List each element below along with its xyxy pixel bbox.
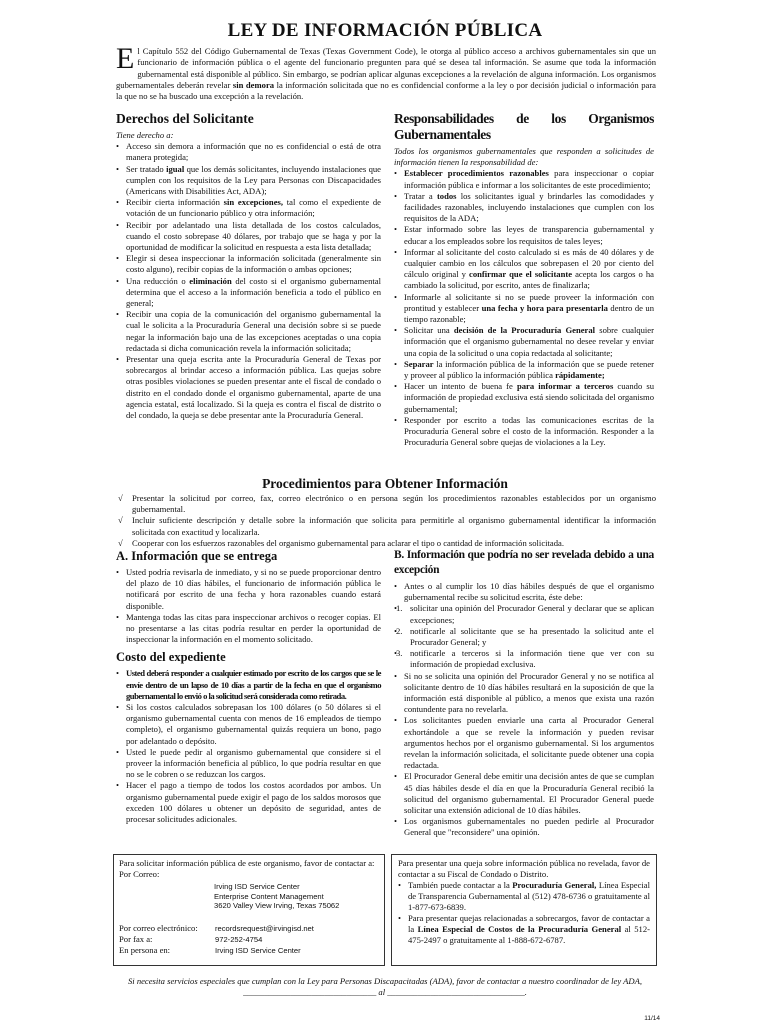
- list-item: • Hacer un intento de buena fe para informar a terceros cuando su información de propiedad exclusiva está siendo solicitada del organismo gubernamental;: [394, 381, 654, 415]
- list-item: • Usted deberá responder a cualquier estimado por escrito de los cargos que se le envíe dentro de un lapso de 10 días a partir de la fecha en que el organismo gubernamental lo envió o la solicitud será considerada como retirada.: [116, 668, 381, 702]
- address-line: 3620 Valley View Irving, Texas 75062: [214, 901, 340, 910]
- list-item: • Informarle al solicitante si no se puede proveer la información con prontitud y establecer una fecha y hora para presentarla dentro de un tiempo razonable;: [394, 292, 654, 326]
- list-item: • Antes o al cumplir los 10 días hábiles después de que el organismo gubernamental recibe su solicitud escrita, éste debe: • 1. solicitar una opinión del Procurador General y declarar que se aplican excepciones; • 2. notificarle al solicitante que se ha presentado la solicitud ante el Procurador General; y • 3. notificarle a terceros si la información tiene que ver con su información de propiedad exclusiva.: [394, 581, 654, 671]
- sub-list-item: • 1. solicitar una opinión del Procurador General y declarar que se aplican excepciones;: [394, 603, 654, 625]
- list-item: • Si no se solicita una opinión del Procurador General y no se notifica al solicitante dentro de 10 días hábiles resultará en la suposición de que la información está disponible al público, a menos que exista una razón contundente para no revelarla.: [394, 671, 654, 716]
- list-item: • Solicitar una decisión de la Procuraduría General sobre cualquier información que el organismo gubernamental no desee revelar y enviar una copia de la solicitud o una copia redactada al solicitante;: [394, 325, 654, 359]
- list-item: √ Incluir suficiente descripción y detalle sobre la información que solicita para permitirle al organismo gubernamental identificar la información solicitada con exactitud y localizarla.: [116, 515, 656, 537]
- list-item: • Una reducción o eliminación del costo si el organismo gubernamental determina que el acceso a la información beneficia a todo el público en general;: [116, 276, 381, 310]
- list-item: • Hacer el pago a tiempo de todos los costos acordados por ambos. Un organismo gubernamental puede exigir el pago de los saldos morosos que exceden 100 dólares u obtener un depósito de seguridad, antes de procesar solicitudes adicionales.: [116, 780, 381, 825]
- responsibilities-subheading: Todos los organismos gubernamentales que responden a solicitudes de información tienen la responsabilidad de:: [394, 146, 654, 168]
- section-a-list: [116, 567, 381, 645]
- rights-section: [116, 111, 381, 421]
- list-item: • Recibir una copia de la comunicación del organismo gubernamental la cual le solicita a la Procuraduría General una decisión sobre si se puede negar la información bajo una de las excepciones aceptadas o una copia redactada si dicha comunicación revela la información solicitada;: [116, 309, 381, 354]
- contact-box: [113, 854, 385, 966]
- list-item: • Usted le puede pedir al organismo gubernamental que considere si el proveer la información beneficia al público, lo que podría resultar en que no se le cobren o se reduzcan los cargos.: [116, 747, 381, 781]
- person-row: [119, 945, 381, 956]
- responsibilities-section: [394, 111, 654, 448]
- section-a: [116, 548, 381, 825]
- list-item: • Recibir cierta información sin excepciones, tal como el expediente de votación de un funcionario público y otra información;: [116, 197, 381, 219]
- procedures-section: [116, 493, 656, 549]
- fax-value: 972-252-4754: [215, 935, 263, 944]
- list-item: √ Presentar la solicitud por correo, fax, correo electrónico o en persona según los procedimientos razonables establecidos por un organismo gubernamental.: [116, 493, 656, 515]
- list-item: • Usted podría revisarla de inmediato, y si no se puede proporcionar dentro del plazo de 10 días hábiles, el funcionario de información pública le notificará por escrito de una fecha y hora razonables cuando estará disponible.: [116, 567, 381, 612]
- list-item: • Para presentar quejas relacionadas a sobrecargos, favor de contactar a la Línea Especial de Costos de la Procuraduría General al 512-475-2497 o gratuitamente al 1-888-672-6787.: [398, 913, 650, 946]
- sub-list-item: • 2. notificarle al solicitante que se ha presentado la solicitud ante el Procurador General; y: [394, 626, 654, 648]
- email-row: [119, 923, 381, 934]
- email-label: Por correo electrónico:: [119, 923, 198, 933]
- fax-row: [119, 934, 381, 945]
- complaint-box: [391, 854, 657, 966]
- list-item: • Informar al solicitante del costo calculado si es más de 40 dólares y de cualquier cambio en los cálculos que sobrepasen el 20 por ciento del cálculo original y confirmar que el solicitante acepta los cargos o ha cambiado la solicitud, por escrito, antes de finalizarla;: [394, 247, 654, 292]
- rights-list: [116, 141, 381, 421]
- person-value: Irving ISD Service Center: [215, 946, 301, 955]
- responsibilities-list: [394, 168, 654, 448]
- list-item: • Recibir por adelantado una lista detallada de los costos calculados, cuando el costo sobrepase 40 dólares, por trabajo que se haga y por la oportunidad de modificar la solicitud en respuesta a esta lista detallada;: [116, 220, 381, 254]
- rights-heading: Derechos del Solicitante: [116, 111, 254, 126]
- page-title: LEY DE INFORMACIÓN PÚBLICA: [227, 20, 543, 41]
- procedures-heading: Procedimientos para Obtener Información: [262, 476, 508, 491]
- list-item: • Ser tratado igual que los demás solicitantes, incluyendo instalaciones que cumplen con los requisitos de la Ley para Personas con Discapacidades (Americans with Disabilities Act, ADA);: [116, 164, 381, 198]
- list-item: • Mantenga todas las citas para inspeccionar archivos o recoger copias. El no presentarse a las citas podría resultar en perder la oportunidad de inspeccionar la información en el momento solicitado.: [116, 612, 381, 646]
- person-label: En persona en:: [119, 945, 171, 955]
- procedures-list: [116, 493, 656, 549]
- list-item: • Presentar una queja escrita ante la Procuraduría General de Texas por sobrecargos al brindar acceso a información pública. Las quejas sobre otras posibles violaciones se pueden presentar ante el fiscal de condado o distrito en el condado donde el organismo gubernamental, aparte de una agencia estatal, está localizado. Si la queja es contra el fiscal de distrito o del condado, la queja se debe presentar ante la Procuraduría General.: [116, 354, 381, 421]
- list-item: • Tratar a todos los solicitantes igual y brindarles las comodidades y facilidades razonables, incluyendo instalaciones que cumplen con los requisitos de la ADA;: [394, 191, 654, 225]
- cost-heading: Costo del expediente: [116, 650, 226, 665]
- list-item: • Los organismos gubernamentales no pueden pedirle al Procurador General que "reconsidere" una opinión.: [394, 816, 654, 838]
- list-item: • El Procurador General debe emitir una decisión antes de que se cumplan 45 días hábiles desde el día en que la Procuraduría General recibió la solicitud del organismo gubernamental. El Procurador General puede solicitar una extensión adicional de 10 días hábiles.: [394, 771, 654, 816]
- list-item: • Separar la información pública de la información que se puede retener y proveer al público la información pública rápidamente;: [394, 359, 654, 381]
- list-item: • Estar informado sobre las leyes de transparencia gubernamental y educar a los empleados sobre los requisitos de tales leyes;: [394, 224, 654, 246]
- page-number: 11/14: [644, 1015, 660, 1022]
- complaint-intro: Para presentar una queja sobre información pública no revelada, favor de contactar a su Fiscal de Condado o Distrito.: [398, 858, 650, 879]
- sub-list-item: • 3. notificarle a terceros si la información tiene que ver con su información de propiedad exclusiva.: [394, 648, 654, 670]
- list-item: • Si los costos calculados sobrepasan los 100 dólares (o 50 dólares si el organismo gubernamental cuenta con menos de 16 empleados de tiempo completo), el organismo gubernamental quizás requiera un bono, pago por adelantado o depósito.: [116, 702, 381, 747]
- dropcap: E: [116, 42, 135, 75]
- list-item: • Acceso sin demora a información que no es confidencial o está de otra manera protegida;: [116, 141, 381, 163]
- list-item: • Responder por escrito a todas las comunicaciones escritas de la Procuraduría General sobre el costo de la información. Responder a la Procuraduría General sobre quejas de violaciones a la Ley.: [394, 415, 654, 449]
- responsibilities-heading: Responsabilidades de los Organismos Gubernamentales: [394, 111, 654, 142]
- section-b-heading: B. Información que podría no ser revelada debido a una excepción: [394, 549, 654, 576]
- section-b: [394, 548, 654, 839]
- list-item: • También puede contactar a la Procuraduría General, Línea Especial de Transparencia Gubernamental al (512) 478-6736 o gratuitamente al 1-877-673-6839.: [398, 880, 650, 913]
- ada-notice: Si necesita servicios especiales que cumplan con la Ley para Personas Discapacitadas (ADA), favor de contactar a nuestro coordinador de ley ADA, _______________________________ al ________________________________.: [127, 976, 642, 997]
- section-b-list: [394, 581, 654, 839]
- list-item: • Establecer procedimientos razonables para inspeccionar o copiar información pública e informar a los solicitantes de este procedimiento;: [394, 168, 654, 190]
- email-value[interactable]: recordsrequest@irvingisd.net: [215, 924, 314, 933]
- mail-address: [214, 882, 379, 911]
- rights-subheading: Tiene derecho a:: [116, 130, 174, 140]
- fax-label: Por fax a:: [119, 934, 153, 944]
- address-line: Enterprise Content Management: [214, 891, 324, 901]
- list-item: √ Cooperar con los esfuerzos razonables del organismo gubernamental para aclarar el tipo o cantidad de información solicitada.: [116, 538, 656, 549]
- contact-intro: Para solicitar información pública de este organismo, favor de contactar a:: [119, 858, 375, 868]
- intro-paragraph: El Capítulo 552 del Código Gubernamental de Texas (Texas Government Code), le otorga al público acceso a archivos gubernamentales sin que un funcionario de información pública o el agente del funcionario pregunten para qué se desea tal información. Se asume que toda la información gubernamental está disponible al público. Sin embargo, se podrían aplicar algunas excepciones a la revelación de alguna información. Los organismos gubernamentales deberán revelar sin demora la información solicitada que no es confidencial conforme a la ley o por decisión judicial o información para la que no se ha buscado una excepción a la revelación.: [116, 42, 657, 102]
- list-item: • Los solicitantes pueden enviarle una carta al Procurador General exhortándole a que se revele la información y pueden revisar argumentos hechos por el organismo gubernamental. Si los argumentos revelan la información solicitada, el solicitante puede obtener una copia redactada.: [394, 715, 654, 771]
- contact-rows: [119, 923, 381, 956]
- list-item: • Elegir si desea inspeccionar la información solicitada (generalmente sin costo alguno), recibir copias de la información o ambas opciones;: [116, 253, 381, 275]
- address-line: Irving ISD Service Center: [214, 882, 300, 891]
- cost-list: [116, 668, 381, 825]
- complaint-list: [398, 880, 650, 946]
- section-a-heading: A. Información que se entrega: [116, 549, 278, 563]
- mail-label: Por Correo:: [119, 869, 160, 879]
